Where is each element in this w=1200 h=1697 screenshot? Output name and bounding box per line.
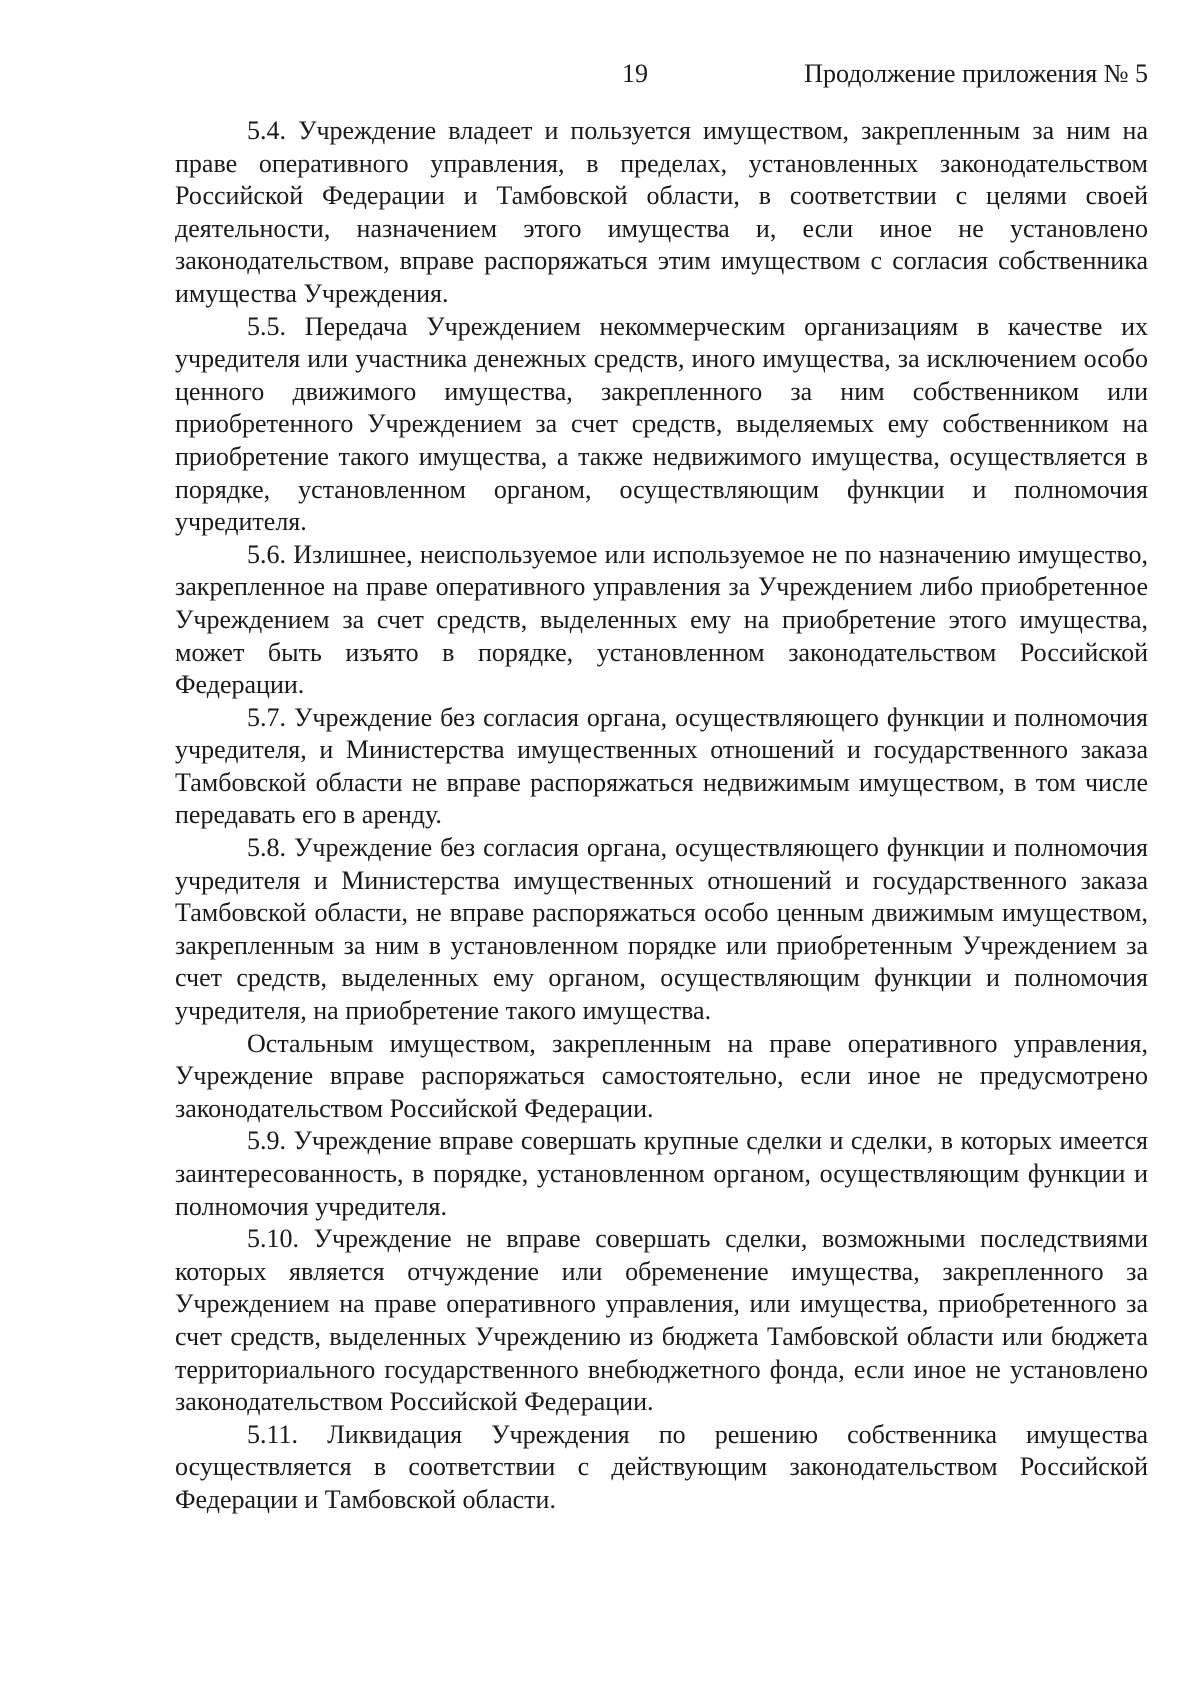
paragraph-5-5: 5.5. Передача Учреждением некоммерческим организациям в качестве их учредителя или участника денежных средств, иного имущества, за исключением особо ценного движимого имущества, закрепленного за ним собственником или приобретенного Учреждением за счет средств, выделяемых ему собственником на приобретение такого имущества, а также недвижимого имущества, осуществляется в порядке, установленном органом, осуществляющим функции и полномочия учредителя. [175,311,1148,537]
paragraph-5-9: 5.9. Учреждение вправе совершать крупные сделки и сделки, в которых имеется заинтересованность, в порядке, установленном органом, осуществляющим функции и полномочия учредителя. [175,1126,1148,1221]
paragraph-5-8-continued: Остальным имуществом, закрепленным на праве оперативного управления, Учреждение вправе распоряжаться самостоятельно, если иное не предусмотрено законодательством Российской Федерации. [175,1028,1148,1123]
appendix-label: Продолжение приложения № 5 [804,59,1148,88]
paragraph-5-6: 5.6. Излишнее, неиспользуемое или используемое не по назначению имущество, закрепленное на праве оперативного управления за Учреждением либо приобретенное Учреждением за счет средств, выделенных ему на приобретение этого имущества, может быть изъято в порядке, установленном законодательством Российской Федерации. [175,539,1148,700]
document-body [175,115,1148,1517]
paragraph-5-8: 5.8. Учреждение без согласия органа, осуществляющего функции и полномочия учредителя и Министерства имущественных отношений и государственного заказа Тамбовской области, не вправе распоряжаться особо ценным движимым имуществом, закрепленным за ним в установленном порядке или приобретенным Учреждением за счет средств, выделенных ему органом, осуществляющим функции и полномочия учредителя, на приобретение такого имущества. [175,833,1148,1026]
paragraph-5-10: 5.10. Учреждение не вправе совершать сделки, возможными последствиями которых является отчуждение или обременение имущества, закрепленного за Учреждением на праве оперативного управления, или имущества, приобретенного за счет средств, выделенных Учреждению из бюджета Тамбовской области или бюджета территориального государственного внебюджетного фонда, если иное не установлено законодательством Российской Федерации. [175,1224,1148,1417]
paragraph-5-11: 5.11. Ликвидация Учреждения по решению собственника имущества осуществляется в соответствии с действующим законодательством Российской Федерации и Тамбовской области. [175,1419,1148,1514]
paragraph-5-4: 5.4. Учреждение владеет и пользуется имуществом, закрепленным за ним на праве оперативного управления, в пределах, установленных законодательством Российской Федерации и Тамбовской области, в соответствии с целями своей деятельности, назначением этого имущества и, если иное не установлено законодательством, вправе распоряжаться этим имуществом с согласия собственника имущества Учреждения. [175,116,1148,308]
page-header [0,58,1200,94]
page-number: 19 [622,59,648,88]
paragraph-5-7: 5.7. Учреждение без согласия органа, осуществляющего функции и полномочия учредителя, и Министерства имущественных отношений и государственного заказа Тамбовской области не вправе распоряжаться недвижимым имуществом, в том числе передавать его в аренду. [175,702,1148,830]
